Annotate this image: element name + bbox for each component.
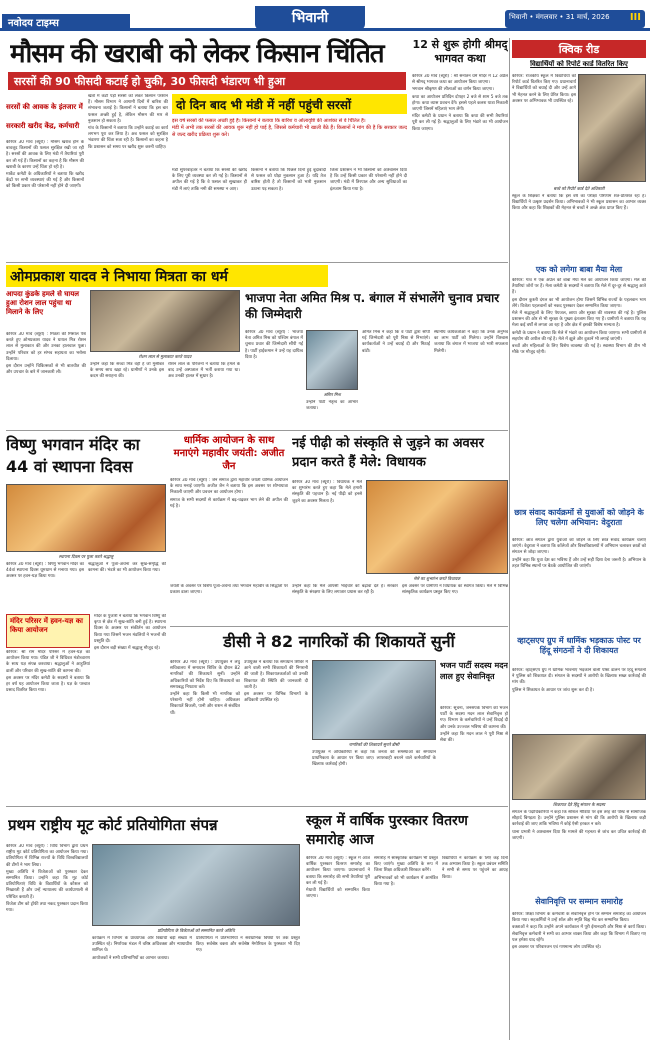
school-col-2: समारोह में सांस्कृतिक कार्यक्रम भी प्रस्तुत किए जाएंगे। मुख्य अतिथि के रूप में जिला शिक्षा अधिकारी शिरकत करेंगे। अभिभावकों को भी कार्यक्रम में आमंत्रित किया गया है। — [374, 856, 438, 887]
school-col-1: कैरियर 30 मार्च (ब्यूरो) : स्कूल में आज वार्षिक पुरस्कार वितरण समारोह का आयोजन किया जाएगा। प्रधानाचार्य ने बताया कि समारोह की सभी तैयारियां पूरी कर ली गई हैं। मेधावी विद्यार्थियों को सम्मानित किया जाएगा। — [306, 856, 370, 900]
report-card-title: विद्यार्थियों को रिपोर्ट कार्ड वितरित किए — [530, 60, 628, 68]
bjp-col-2: उन्होंने पार्टी नेतृत्व का आभार जताया। — [306, 400, 358, 412]
mela-title: एक को लगेगा बाबा मैया मेला — [535, 265, 623, 274]
vishnu-photo — [6, 484, 166, 552]
vishnu-caption: स्थापना दिवस पर पूजा करते श्रद्धालु — [58, 554, 114, 559]
left-brief-title: सरसों की आवक के इंतजार में सरकारी खरीद केंद्र, कर्मचारी — [6, 103, 83, 130]
dateline-date: 31 मार्च, 2026 — [565, 13, 610, 21]
moot-col-1: कैरियर 30 मार्च (ब्यूरो) : विधि विभाग द्वारा प्रथम राष्ट्रीय मूट कोर्ट प्रतियोगिता का आयोजन किया गया। प्रतियोगिता में विभिन्न राज्यों के विधि विश्वविद्यालयों की टीमों ने भाग लिया। मुख्य अतिथि ने विजेताओं को पुरस्कार देकर सम्मानित किया। उन्होंने कहा कि मूट कोर्ट प्रतियोगिताएं विधि के विद्यार्थियों के कौशल को निखारती हैं और उन्हें न्यायालय की कार्यप्रणाली से परिचित कराती हैं। विजेता टीम को ट्रॉफी तथा नकद पुरस्कार प्रदान किया गया। — [6, 844, 88, 914]
sanskriti-col-3: इस अवसर पर ग्रामीणों ने विधायक का स्वागत किया। मेले में विभिन्न सांस्कृतिक कार्यक्रम प्रस्तुत किए गए। — [402, 584, 508, 596]
vishnu-col-3: मंदिर के पुजारी ने बताया कि भगवान विष्णु की कृपा से क्षेत्र में सुख-शांति बनी हुई है। स्थापना दिवस के अवसर पर संकीर्तन का आयोजन किया गया जिसमें भजन मंडलियों ने भजनों की प्रस्तुति दी। इस दौरान बड़ी संख्या में श्रद्धालु मौजूद रहे। — [94, 614, 166, 652]
omprakash-title: ओमप्रकाश यादव ने निभाया मित्रता का धर्म — [10, 269, 228, 285]
report-card-caption: बच्चे को रिपोर्ट कार्ड देते अधिकारी — [553, 186, 605, 191]
lead-headline: मौसम की खराबी को लेकर किसान चिंतित — [10, 39, 384, 69]
bjp-col-3: अमित मिश्र ने कहा कि वे पार्टी द्वारा सौंपी गई जिम्मेदारी को पूरी निष्ठा से निभाएंगे। कार्यकर्ताओं ने उन्हें बधाई दी और मिठाई बांटी। — [362, 330, 430, 354]
bhagwat-body: कैरियर 30 मार्च (ब्यूरो) : श्री सनातन धर्म मंदिर में 12 अप्रैल से श्रीमद् भागवत कथा का आयोजन किया जाएगा। भगवान श्रीकृष्ण की लीलाओं का वर्णन किया जाएगा। कथा का आयोजन प्रतिदिन दोपहर 2 बजे से शाम 5 बजे तक होगा। कथा व्यास प्रवचन देंगे। इससे पहले कलश यात्रा निकाली जाएगी जिसमें महिलाएं भाग लेंगी। मंदिर कमेटी के प्रधान ने बताया कि कथा की सभी तैयारियां पूरी कर ली गई हैं। श्रद्धालुओं के लिए भंडारे का भी आयोजन किया जाएगा। — [412, 74, 508, 132]
sanskriti-title: नई पीढ़ी को संस्कृति से जुड़ने का अवसर प्रदान करते हैं मेले: विधायक — [292, 436, 484, 470]
whatsapp-photo — [512, 734, 646, 800]
lead-col-5: जिला प्रशासन ने भी किसानों को आश्वासन दिया है कि उन्हें किसी प्रकार की परेशानी नहीं होने दी जाएगी। मंडी में तिरपाल और अन्य सुविधाओं का इंतजाम किया गया है। — [330, 168, 407, 192]
quick-read-label — [512, 40, 646, 58]
shikayat-photo — [312, 660, 436, 740]
lead-subhead: सरसों की 90 फीसदी कटाई हो चुकी, 30 फीसदी भंडारण भी हुआ — [14, 75, 286, 88]
mandir-body: कैरियर: श्री राम मंदिर परिसर में हवन-यज्ञ का आयोजन किया गया। पंडित जी ने विधिवत मंत्रोच्चारण के साथ यज्ञ संपन्न करवाया। श्रद्धालुओं ने आहुतियां डालीं और परिवार की सुख-शांति की कामना की। इस अवसर पर मंदिर कमेटी के सदस्यों ने बताया कि हर वर्ष यह आयोजन किया जाता है। यज्ञ के पश्चात प्रसाद वितरित किया गया। — [6, 650, 90, 694]
moot-title: प्रथम राष्ट्रीय मूट कोर्ट प्रतियोगिता संपन्न — [8, 816, 218, 834]
moot-caption: प्रतियोगिता के विजेताओं को सम्मानित करते अतिथि — [157, 928, 235, 933]
omprakash-photo — [90, 290, 240, 352]
bjp-title: भाजपा नेता अमित मिश्र प. बंगाल में संभालेंगे चुनाव प्रचार की जिम्मेदारी — [245, 291, 500, 321]
vishnu-title: विष्णु भगवान मंदिर का 44 वां स्थापना दिवस — [6, 435, 140, 476]
report-card-more: स्कूल के शिक्षकों ने बताया कि इस वर्ष का परीक्षा परिणाम शत-प्रतिशत रहा है। विद्यार्थियों ने उत्कृष्ट प्रदर्शन किया। अभिभावकों ने भी स्कूल प्रशासन का आभार व्यक्त किया और कहा कि शिक्षकों की मेहनत से बच्चों ने अच्छे अंक प्राप्त किए हैं। — [512, 194, 646, 212]
shikayat-col-1: कैरियर 30 मार्च (ब्यूरो) : उपायुक्त ने लघु सचिवालय में समाधान शिविर के दौरान 82 नागरिकों की शिकायतें सुनीं। उन्होंने अधिकारियों को निर्देश दिए कि शिकायतों का समयबद्ध निपटारा करें। उन्होंने कहा कि किसी भी नागरिक को परेशानी नहीं होनी चाहिए। अधिकतर शिकायतें बिजली, पानी और राशन से संबंधित थीं। — [170, 660, 240, 716]
shikayat-title: डीसी ने 82 नागरिकों की शिकायतें सुनीं — [223, 632, 455, 651]
shikayat-caption: नागरिकों की शिकायतें सुनते डीसी — [348, 742, 400, 747]
whatsapp-caption: शिकायत देते हिंदू संगठन के सदस्य — [552, 802, 606, 807]
shikayat-col-3: उपायुक्त ने अधिकारियों से कहा कि जनता की समस्याओं का समाधान प्राथमिकता के आधार पर किया जाए। लापरवाही बरतने वाले कर्मचारियों के खिलाफ कार्रवाई होगी। — [312, 750, 436, 768]
left-brief-body: कैरियर 30 मार्च (ब्यूरो) : मौसम खराब होने के बावजूद किसानों की फसल सुरक्षित रखी जा रही है। सरसों की आवक के लिए मंडी में तैयारियां पूरी कर ली गई हैं। किसानों का कहना है कि मौसम की खराबी के कारण उन्हें चिंता हो रही है। मार्केट कमेटी के अधिकारियों ने बताया कि खरीद केंद्रों पर सभी व्यवस्थाएं की गई हैं और किसानों को किसी प्रकार की परेशानी नहीं होने दी जाएगी। — [6, 140, 84, 190]
report-card-body: कैरियर: राजकीय स्कूल में विद्यार्थियों को रिपोर्ट कार्ड वितरित किए गए। प्रधानाचार्य ने विद्यार्थियों को बधाई दी और उन्हें आगे भी मेहनत करने के लिए प्रेरित किया। इस अवसर पर अभिभावक भी उपस्थित रहे। — [512, 74, 576, 104]
vishnu-col-2: श्रद्धालुओं ने पूजा-अर्चना कर सुख-समृद्धि की कामना की। भंडारे का भी आयोजन किया गया। — [88, 562, 166, 574]
omprakash-col-3: रोशन लाल के परिजनों ने बताया कि हमले के बाद उन्हें अस्पताल में भर्ती कराया गया था। अब उनकी हालत में सुधार है। — [168, 362, 240, 380]
mandir-title: मंदिर परिसर में हवन-यज्ञ का किया आयोजन — [10, 617, 83, 634]
whatsapp-title: व्हाट्सएप ग्रुप में धार्मिक भड़काऊ पोस्ट पर हिंदू संगठनों ने दी शिकायत — [517, 636, 641, 655]
bhajan-title: भजन पार्टी सदस्य मदन लाल हुए सेवानिवृत — [440, 661, 508, 681]
report-card-photo — [578, 74, 646, 182]
bjp-photo — [306, 330, 358, 390]
dateline: भिवानी • मंगलवार • 31 मार्च, 2026 — [509, 13, 610, 21]
dharmik-more: जयंती के अवसर पर विशेष पूजा-अर्चना तथा भगवान महावीर के सिद्धांतों पर प्रकाश डाला जाएगा। — [170, 584, 288, 596]
omprakash-title-bar — [6, 265, 328, 287]
shikayat-col-2: उपायुक्त ने बताया कि समाधान शिविर में आने वाली सभी शिकायतों की निगरानी की जाती है। शिकायतकर्ताओं को उनकी शिकायत की स्थिति की जानकारी दी जाती है। इस अवसर पर विभिन्न विभागों के अधिकारी उपस्थित रहे। — [244, 660, 308, 704]
school-col-3: विद्यार्थियों ने कार्यक्रम के लिए कई दिनों तक अभ्यास किया है। स्कूल प्रबंधन समिति ने सभी से समय पर पहुंचने का आग्रह किया। — [442, 856, 508, 880]
omprakash-caption: रोशन लाल से मुलाकात करते यादव — [138, 354, 192, 359]
school-title: स्कूल में वार्षिक पुरस्कार वितरण समारोह आज — [306, 813, 468, 848]
column-rule-right — [509, 38, 510, 1040]
lead-col-4: किसानों ने बताया कि पिछले दिनों हुई बूंदाबांदी से फसल को थोड़ा नुकसान हुआ है। यदि तेज बारिश होती है तो किसानों को भारी नुकसान उठाना पड़ सकता है। — [251, 168, 326, 192]
lead-side-title-bar — [172, 94, 407, 114]
lead-subhead-bar — [8, 72, 406, 90]
divider-4 — [6, 806, 508, 807]
dharmik-body: कैरियर 30 मार्च (ब्यूरो) : जैन समाज द्वारा महावीर जयंती धार्मिक आयोजन के साथ मनाई जाएगी। अजीत जैन ने बताया कि इस अवसर पर शोभायात्रा निकाली जाएगी और प्रवचन का आयोजन होगा। समाज के सभी सदस्यों से कार्यक्रम में बढ़-चढ़कर भाग लेने की अपील की गई है। — [170, 478, 288, 509]
bjp-col-1: कैरियर 30 मार्च (ब्यूरो) : भाजपा नेता अमित मिश्र को पश्चिम बंगाल में चुनाव प्रचार की जिम्मेदारी सौंपी गई है। पार्टी हाईकमान ने उन्हें यह दायित्व दिया है। — [245, 330, 303, 360]
dateline-day: मंगलवार — [535, 13, 558, 21]
section-tab — [255, 6, 365, 30]
bhagwat-title: 12 से शुरू होगी श्रीमद् भागवत कथा — [412, 38, 508, 65]
chhatra-title: छात्र संवाद कार्यक्रमों से युवाओं को जोड़ने के लिए चलेगा अभियान: वेदुराता — [514, 508, 644, 527]
lead-col-2: खेतों में कटी पड़ी सरसों को लेकर किसान परेशान हैं। मौसम विभाग ने आगामी दिनों में बारिश की संभावना जताई है। किसानों ने बताया कि इस बार फसल अच्छी हुई है, लेकिन मौसम की मार से नुकसान हो सकता है। गांव के किसानों ने बताया कि उन्होंने कटाई का कार्य लगभग पूरा कर लिया है। अब फसल को सुरक्षित भंडारण की चिंता सता रही है। किसानों का कहना है कि प्रशासन को समय पर खरीद शुरू करनी चाहिए। — [88, 94, 168, 150]
masthead-left-strip — [2, 14, 130, 28]
retire-body: कैरियर: शिक्षा विभाग के कर्मचारी के सेवानिवृत्त होने पर सम्मान समारोह का आयोजन किया गया। सहकर्मियों ने उन्हें शॉल और स्मृति चिह्न भेंट कर सम्मानित किया। वक्ताओं ने कहा कि उन्होंने अपने कार्यकाल में पूरी ईमानदारी और निष्ठा से कार्य किया। सेवानिवृत्त कर्मचारी ने सभी का आभार व्यक्त किया और कहा कि विभाग में बिताए गए पल हमेशा याद रहेंगे। इस अवसर पर परिवारजन एवं गणमान्य लोग उपस्थित रहे। — [512, 912, 646, 951]
moot-col-2: कार्यक्रम में विभाग के प्राध्यापक और विद्यार्थी बड़ी संख्या में उपस्थित रहे। निर्णायक मंडल में वरिष्ठ अधिवक्ता और न्यायाधीश शामिल थे। आयोजकों ने सभी प्रतिभागियों का आभार जताया। — [92, 936, 192, 961]
divider-2 — [6, 430, 508, 431]
retire-title: सेवानिवृत्ति पर सम्मान समारोह — [535, 897, 623, 906]
mandir-box — [6, 614, 90, 648]
lead-intro-text: इस वर्ष सरसों की फसल अच्छी हुई है। किसानों ने बताया कि बारिश व ओलावृष्टि की आशंका से वे चिंतित हैं। — [172, 118, 366, 124]
bjp-col-4: स्थानीय कार्यकर्ताओं ने कहा कि उनके अनुभव का लाभ पार्टी को मिलेगा। उन्होंने विश्वास जताया कि बंगाल में भाजपा को भारी सफलता मिलेगी। — [434, 330, 508, 354]
sanskriti-col-1: कैरियर 30 मार्च (ब्यूरो) : विधायक ने मेले का शुभारंभ करते हुए कहा कि मेले हमारी संस्कृति की पहचान हैं। नई पीढ़ी को इनसे जुड़ने का अवसर मिलता है। — [292, 480, 362, 504]
omprakash-col-1: कैरियर 30 मार्च (ब्यूरो) : मित्रता की मिसाल पेश करते हुए ओमप्रकाश यादव ने घायल मित्र रोशन लाल से मुलाकात की और उनका हालचाल पूछा। उन्होंने परिवार को हर संभव सहायता का भरोसा दिलाया। इस दौरान उन्होंने चिकित्सकों से भी बातचीत की और उपचार के बारे में जानकारी ली। — [6, 332, 86, 376]
dateline-city: भिवानी — [509, 13, 528, 21]
left-brief — [6, 94, 84, 138]
quick-read-text: क्विक रीड — [558, 43, 600, 56]
vishnu-col-1: कैरियर 30 मार्च (ब्यूरो) : विष्णु भगवान मंदिर का 44वां स्थापना दिवस धूमधाम से मनाया गया। इस अवसर पर हवन-यज्ञ किया गया। — [6, 562, 84, 580]
lead-intro: इस वर्ष सरसों की फसल अच्छी हुई है। किसानों ने बताया कि बारिश व ओलावृष्टि की आशंका से वे चिंतित हैं। मंडी में अभी तक सरसों की आवक शुरू नहीं हो पाई है, जिससे कर्मचारी भी खाली बैठे हैं। किसानों ने मांग की है कि सरकार जल्द से जल्द खरीद प्रक्रिया शुरू करे। — [172, 118, 407, 138]
chhatra-body: कैरियर: छात्र संगठन द्वारा युवाओं को जोड़ने के लिए छात्र संवाद कार्यक्रम चलाए जाएंगे। वेदुराता ने बताया कि कॉलेजों और विश्वविद्यालयों में अभियान चलाकर छात्रों को संगठन से जोड़ा जाएगा। उन्होंने कहा कि युवा देश का भविष्य हैं और उन्हें सही दिशा देना जरूरी है। अभियान के तहत विभिन्न स्थानों पर बैठकें आयोजित की जाएंगी। — [512, 538, 646, 569]
date-box — [505, 10, 645, 28]
masthead-bar — [0, 0, 650, 36]
divider-3 — [170, 626, 508, 627]
lead-side-title: दो दिन बाद भी मंडी में नहीं पहुंची सरसों — [176, 98, 352, 112]
dharmik-title: धार्मिक आयोजन के साथ मनाएंगे महावीर जयंती: अजीत जैन — [173, 435, 285, 472]
omprakash-sub: आपदा कुंडके हमले से घायल हुआ रोशन लाल पहुंचा था मिलाने के लिए — [6, 290, 80, 316]
moot-col-3: प्रतियोगिता में प्रतिभागियों ने संवैधानिक विषयों पर तर्क प्रस्तुत किए। सर्वश्रेष्ठ वक्ता और सर्वश्रेष्ठ मेमोरियल के पुरस्कार भी दिए गए। — [196, 936, 300, 954]
lead-col-3: मंडी सुपरवाइजर ने बताया कि सरसों की खरीद के लिए पूरी व्यवस्था कर ली गई है। किसानों से अपील की गई है कि वे फसल को सुखाकर ही मंडी में लाएं ताकि नमी की समस्या न आए। — [172, 168, 247, 192]
sanskriti-caption: मेले का शुभारंभ करते विधायक — [413, 576, 461, 581]
omprakash-col-2: उन्होंने कहा कि सच्चा मित्र वही है जो मुसीबत के समय साथ खड़ा रहे। ग्रामीणों ने उनके इस कदम की सराहना की। — [90, 362, 164, 380]
page-number: III — [629, 12, 641, 23]
whatsapp-body: कैरियर: व्हाट्सएप ग्रुप में धार्मिक भावनाएं भड़काने वाली पोस्ट डालने पर हिंदू संगठनों ने पुलिस को शिकायत दी। संगठन के सदस्यों ने आरोपी के खिलाफ सख्त कार्रवाई की मांग की। पुलिस ने शिकायत के आधार पर जांच शुरू कर दी है। — [512, 668, 646, 693]
moot-photo — [92, 844, 300, 926]
brand-name: नवोदय टाइम्स — [8, 18, 59, 28]
section-name: भिवानी — [291, 10, 329, 26]
sanskriti-col-2: उन्होंने कहा कि मेले आपसी भाईचारे को बढ़ावा देते हैं। सरकार संस्कृति के संरक्षण के लिए लगातार प्रयास कर रही है। — [292, 584, 398, 596]
bhagwat-text: भगवान श्रीकृष्ण की लीलाओं का वर्णन किया जाएगा। — [412, 87, 494, 93]
bjp-caption: अमित मिश्र — [323, 392, 341, 397]
whatsapp-more: संगठन के पदाधिकारियों ने कहा कि सोशल मीडिया पर इस तरह की पोस्ट से सामाजिक सौहार्द बिगड़ता है। उन्होंने पुलिस प्रशासन से मांग की कि आरोपी के खिलाफ कड़ी कार्रवाई की जाए ताकि भविष्य में कोई ऐसी हरकत न करे। थाना प्रभारी ने आश्वासन दिया कि मामले की गहनता से जांच कर उचित कार्रवाई की जाएगी। — [512, 810, 646, 841]
mela-body: कैरियर: गांव में एक अप्रैल को बाबा मैया मेले का आयोजन किया जाएगा। मेले की तैयारियां जोरों पर हैं। मेला कमेटी के सदस्यों ने बताया कि मेले में दूर-दूर से श्रद्धालु आते हैं। इस दौरान कुश्ती दंगल का भी आयोजन होगा जिसमें विभिन्न राज्यों के पहलवान भाग लेंगे। विजेता पहलवानों को नकद पुरस्कार देकर सम्मानित किया जाएगा। मेले में श्रद्धालुओं के लिए पेयजल, छाया और सुरक्षा की व्यवस्था की गई है। पुलिस प्रशासन की ओर से भी सुरक्षा के पुख्ता इंतजाम किए गए हैं। ग्रामीणों ने बताया कि यह मेला कई वर्षों से लगता आ रहा है और क्षेत्र में इसकी विशेष मान्यता है। कमेटी के प्रधान ने बताया कि मेले में भंडारे का आयोजन किया जाएगा। सभी ग्रामीणों से सहयोग की अपील की गई है। मेले में झूले और दुकानें भी लगाई जाएंगी। बच्चों और महिलाओं के लिए विशेष व्यवस्था की गई है। स्वास्थ्य विभाग की टीम भी मौके पर मौजूद रहेगी। — [512, 278, 646, 356]
sanskriti-photo — [366, 480, 508, 574]
divider-1 — [6, 262, 508, 263]
bhajan-body: कैरियर: सूचना, जनसंपर्क विभाग की भजन पार्टी के सदस्य मदन लाल सेवानिवृत्त हो गए। विभाग के कर्मचारियों ने उन्हें विदाई दी और उनके उज्ज्वल भविष्य की कामना की। उन्होंने कहा कि मदन लाल ने पूरी निष्ठा से सेवा की। — [440, 706, 508, 744]
